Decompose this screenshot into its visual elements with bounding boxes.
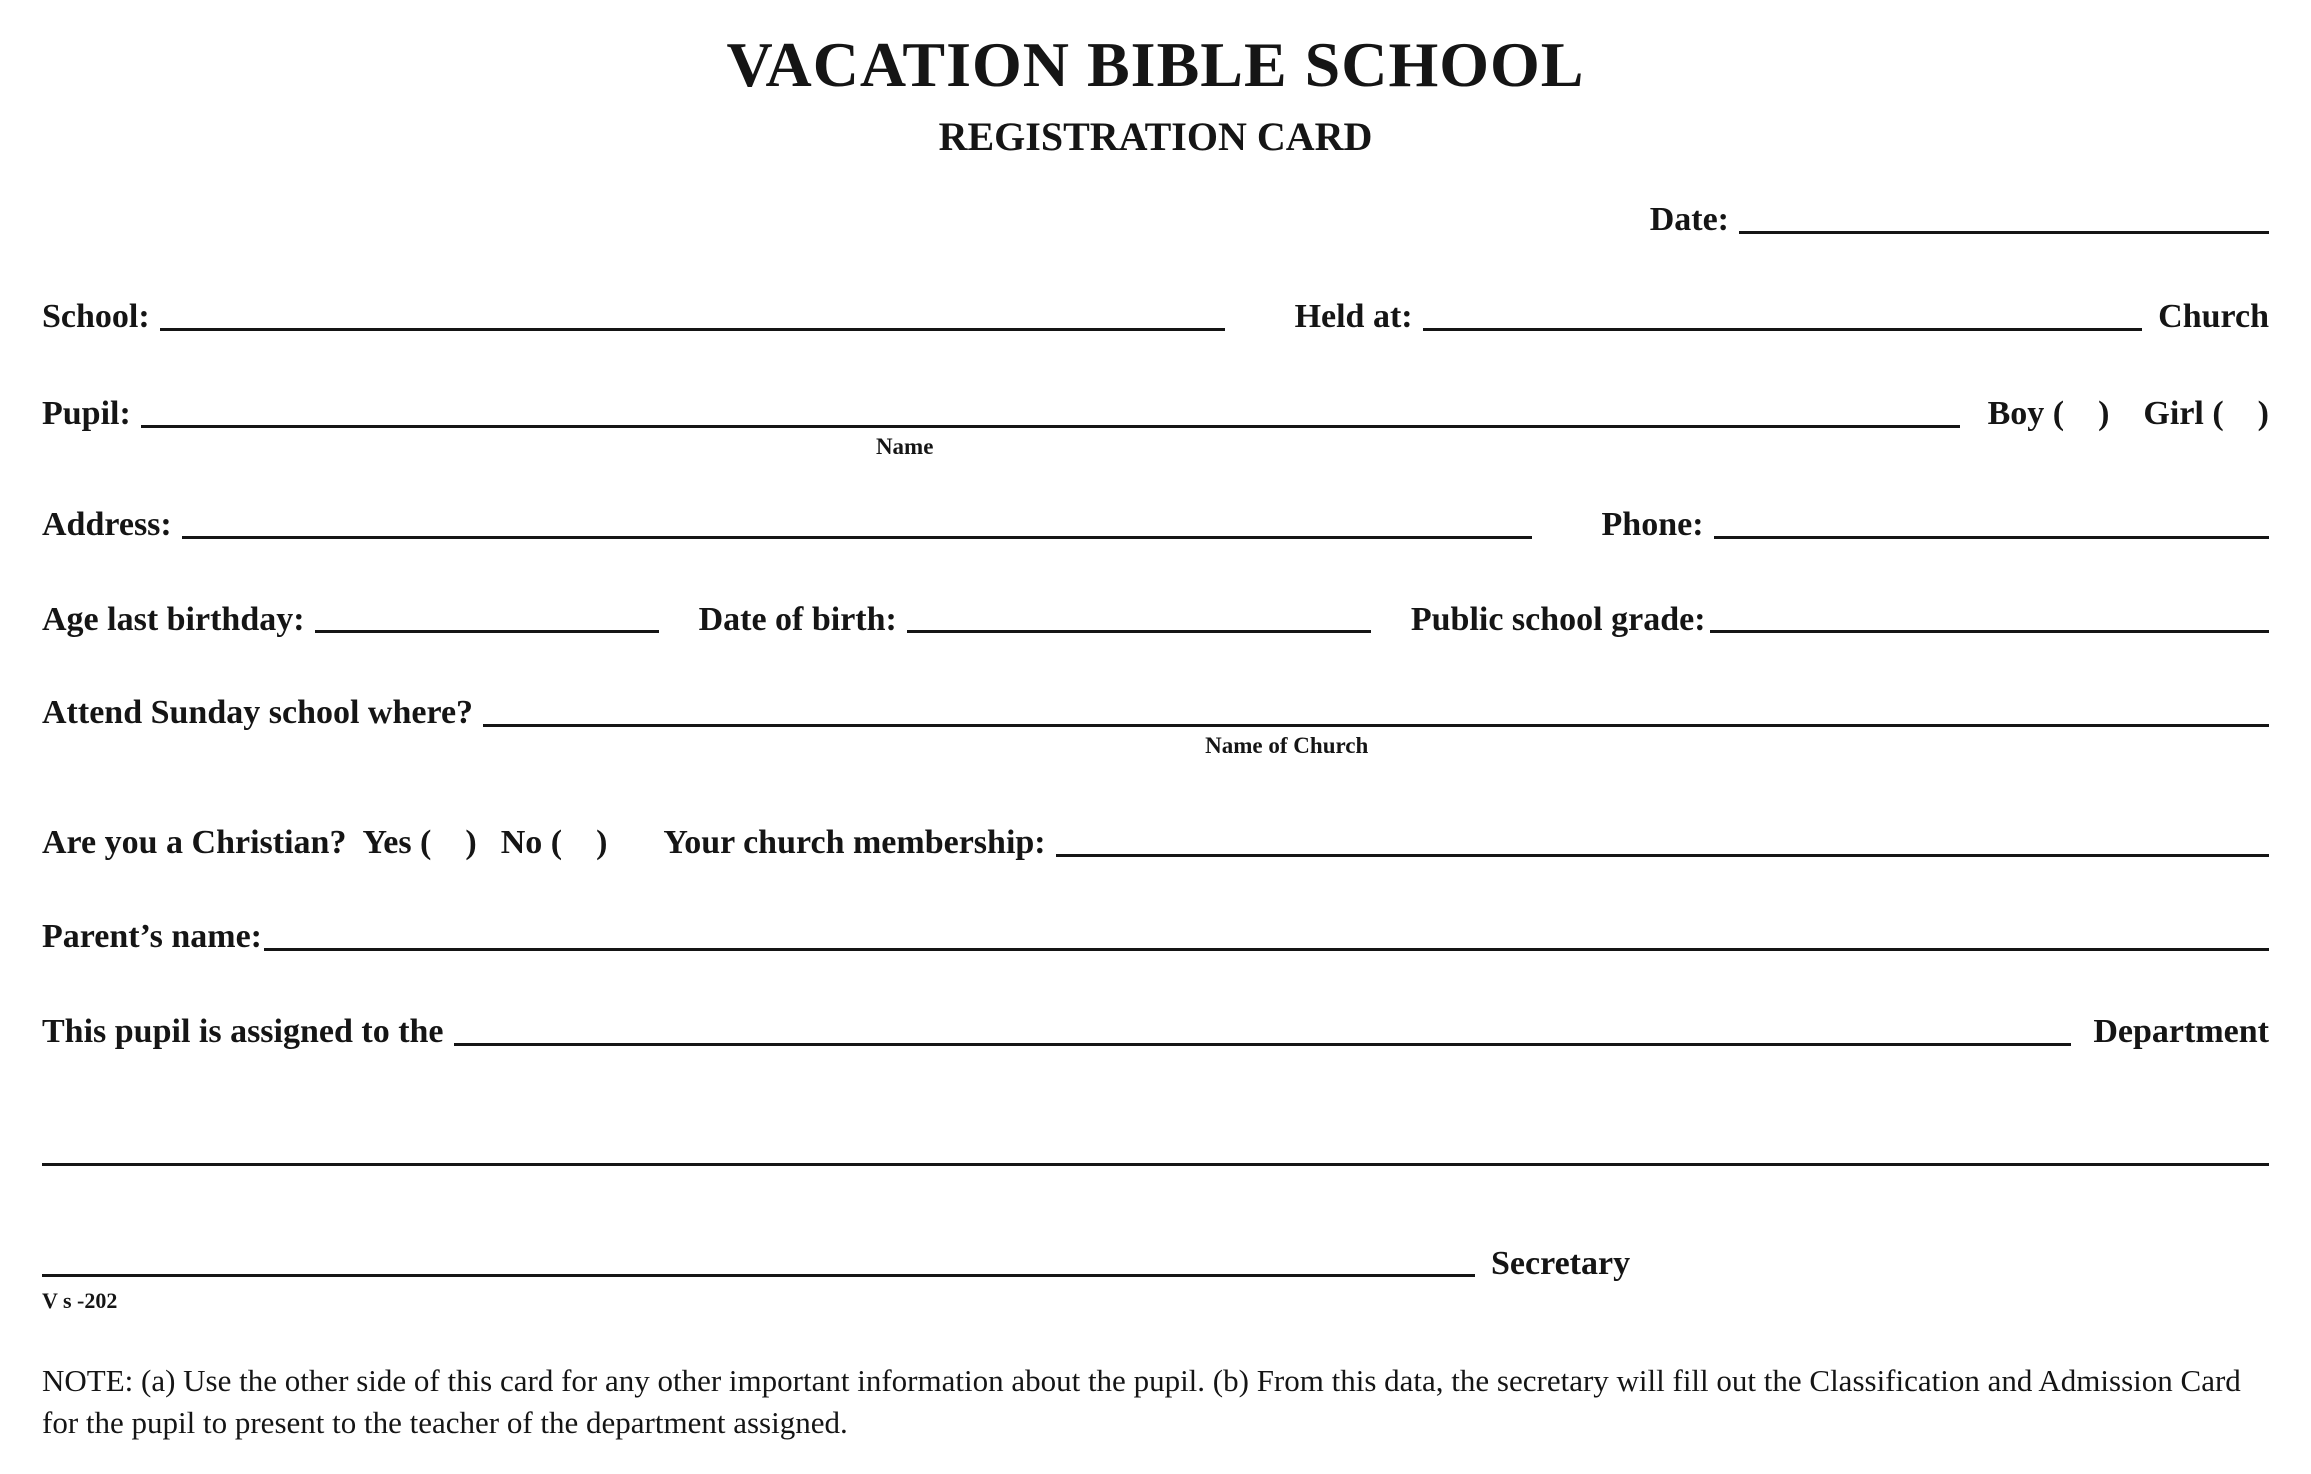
card-subtitle: REGISTRATION CARD: [938, 114, 1373, 160]
yes-checkbox-label[interactable]: Yes ( ): [362, 824, 477, 862]
age-field-line[interactable]: [315, 630, 659, 633]
assigned-row: [42, 1012, 2269, 1053]
date-field-line[interactable]: [1739, 231, 2269, 234]
parent-row: [42, 917, 2269, 958]
phone-label: Phone:: [1601, 505, 1704, 543]
attend-sunday-school-label: Attend Sunday school where?: [42, 694, 474, 732]
public-school-grade-label: Public school grade:: [1410, 600, 1706, 638]
grade-field-line[interactable]: [1710, 630, 2269, 633]
address-row: [42, 505, 2269, 546]
card-title: VACATION BIBLE SCHOOL: [726, 29, 1585, 100]
church-suffix-label: Church: [2158, 298, 2269, 336]
secretary-row: [42, 1244, 2269, 1285]
name-of-church-caption: Name of Church: [1205, 733, 1369, 759]
school-field-line[interactable]: [160, 328, 1225, 331]
membership-field-line[interactable]: [1056, 854, 2269, 857]
held-at-label: Held at:: [1294, 298, 1413, 336]
church-membership-label: Your church membership:: [663, 824, 1046, 862]
name-caption: Name: [875, 433, 934, 459]
note-text: NOTE: (a) Use the other side of this card for any other important information about the pupil. (b) From this data, the secretary will fill out the Classification and Admission Card for the pupil to present to the teacher of the department assigned.: [42, 1363, 2241, 1441]
no-checkbox-label[interactable]: No ( ): [500, 824, 608, 862]
parents-name-field-line[interactable]: [264, 948, 2269, 951]
address-field-line[interactable]: [182, 536, 1532, 539]
held-at-field-line[interactable]: [1423, 328, 2143, 331]
parents-name-label: Parent’s name:: [42, 917, 263, 955]
date-row: [42, 200, 2269, 241]
school-label: School:: [42, 298, 150, 336]
form-number: V s -202: [42, 1288, 118, 1314]
sunday-school-field-line[interactable]: [483, 724, 2269, 759]
pupil-row: [42, 394, 2269, 459]
age-last-birthday-label: Age last birthday:: [42, 600, 305, 638]
date-of-birth-label: Date of birth:: [698, 600, 897, 638]
department-field-line[interactable]: [454, 1043, 2072, 1046]
extra-blank-line[interactable]: [42, 1163, 2269, 1166]
secretary-signature-line[interactable]: [42, 1274, 1475, 1277]
secretary-label: Secretary: [1491, 1244, 1631, 1282]
pupil-label: Pupil:: [42, 394, 131, 432]
girl-checkbox-label[interactable]: Girl ( ): [2143, 394, 2269, 432]
are-you-christian-label: Are you a Christian?: [42, 824, 347, 862]
boy-checkbox-label[interactable]: Boy ( ): [1987, 394, 2110, 432]
department-suffix-label: Department: [2093, 1012, 2269, 1050]
date-of-birth-field-line[interactable]: [907, 630, 1371, 633]
date-label: Date:: [1649, 201, 1729, 239]
pupil-name-field-line[interactable]: [141, 425, 1960, 459]
phone-field-line[interactable]: [1714, 536, 2269, 539]
attend-row: [42, 693, 2269, 759]
christian-row: [42, 823, 2269, 864]
address-label: Address:: [42, 505, 172, 543]
assigned-to-label: This pupil is assigned to the: [42, 1012, 444, 1050]
school-row: [42, 297, 2269, 338]
age-row: [42, 600, 2269, 641]
